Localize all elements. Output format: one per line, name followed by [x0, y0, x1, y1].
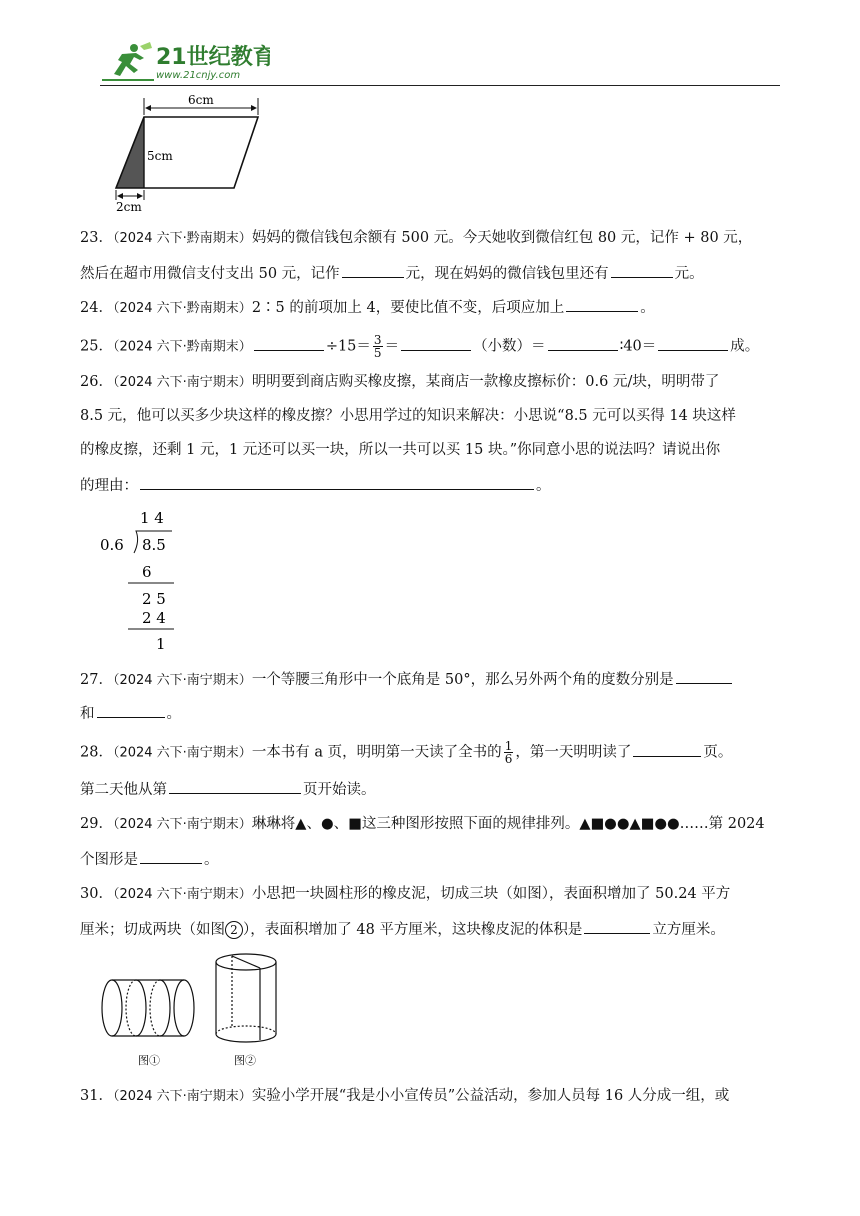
q25-decimal: （小数）＝ [473, 338, 546, 355]
q31-line1 [80, 1086, 729, 1107]
q27-line1 [80, 668, 734, 691]
q24-line [80, 296, 655, 319]
division-remainder: 1 [156, 635, 166, 653]
q30-source-tag: （2024 六下·南宁期末） [112, 887, 252, 902]
q28-frac-den: 6 [504, 752, 513, 766]
q26-line2 [80, 406, 736, 426]
division-step-3: 2 4 [142, 609, 166, 627]
q25-line [80, 334, 759, 359]
parallelogram-figure [108, 90, 268, 215]
site-logo [100, 40, 270, 84]
logo-text: 21世纪教育 [156, 45, 270, 70]
q23-text-line2b: 元，现在妈妈的微信钱包里还有 [405, 266, 609, 282]
q28-fraction [504, 740, 514, 765]
q24-source-tag: （2024 六下·黔南期末） [112, 301, 252, 316]
header-divider [100, 85, 780, 86]
cylinder-figure-2 [216, 954, 276, 1042]
q29-number: 29． [80, 816, 113, 832]
q26-text-line1: 明明要到商店购买橡皮擦，某商店一款橡皮擦标价：0.6 元/块，明明带了 [251, 374, 720, 390]
q27-text-line1: 一个等腰三角形中一个底角是 50°，那么另外两个角的度数分别是 [251, 672, 674, 688]
cylinder-figure-1 [102, 980, 194, 1036]
q27-text-line2a: 和 [80, 706, 95, 722]
q30-line1 [80, 884, 730, 905]
q28-text-line2a: 第二天他从第 [80, 782, 167, 798]
q28-blank-2[interactable] [169, 778, 301, 794]
q25-eq: ＝ [384, 338, 400, 355]
q27-line2 [80, 702, 181, 724]
height-label: 5cm [147, 149, 173, 163]
division-divisor: 0.6 [100, 536, 124, 554]
q25-blank-1[interactable] [254, 335, 324, 351]
q25-blank-2[interactable] [401, 335, 471, 351]
q30-line2 [80, 918, 725, 940]
q23-text-line2a: 然后在超市用微信支付支出 50 元，记作 [80, 266, 340, 282]
q24-number: 24． [80, 300, 113, 316]
fig2-label: 图② [234, 1054, 256, 1067]
q26-text-line3: 的橡皮擦，还剩 1 元，1 元还可以买一块，所以一共可以买 15 块。”你同意小思的说法吗？请说出你 [80, 442, 721, 458]
q31-source-tag: （2024 六下·南宁期末） [112, 1089, 252, 1104]
q27-number: 27． [80, 672, 113, 688]
q23-text-line2c: 元。 [674, 266, 704, 282]
q23-number: 23． [80, 230, 113, 246]
q30-text-line2b: ），表面积增加了 48 平方厘米，这块橡皮泥的体积是 [243, 922, 583, 938]
q26-reason-blank[interactable] [140, 474, 534, 490]
q25-frac-num: 3 [373, 333, 382, 347]
q25-source-tag: （2024 六下·黔南期末） [112, 339, 252, 355]
q28-text-line2b: 页开始读。 [303, 782, 376, 798]
q25-frac-den: 5 [373, 346, 382, 360]
q30-text-line2a: 厘米；切成两块（如图 [80, 922, 225, 938]
q29-text-line2b: 。 [204, 852, 219, 868]
q26-number: 26． [80, 374, 113, 390]
q24-text: 2∶5 的前项加上 4，要使比值不变，后项应加上 [251, 300, 565, 316]
q23-line2 [80, 262, 704, 284]
q27-text-line2b: 。 [166, 706, 181, 722]
division-dividend: 8.5 [142, 536, 166, 554]
q31-number: 31． [80, 1088, 113, 1104]
long-division-figure [98, 505, 188, 655]
q30-number: 30． [80, 886, 113, 902]
q28-text-line1a: 一本书有 a 页，明明第一天读了全书的 [251, 744, 502, 761]
q25-ratio: ∶40＝ [619, 338, 657, 355]
q24-end: 。 [640, 300, 655, 316]
q25-end: 成。 [730, 338, 760, 355]
q28-number: 28． [80, 744, 113, 761]
q25-blank-4[interactable] [658, 335, 728, 351]
division-quotient: 1 4 [140, 509, 164, 527]
q28-line2 [80, 778, 376, 800]
q23-blank-2[interactable] [611, 262, 673, 278]
q29-source-tag: （2024 六下·南宁期末） [112, 817, 252, 832]
q26-line1 [80, 372, 719, 393]
q26-line4 [80, 474, 551, 496]
q26-source-tag: （2024 六下·南宁期末） [112, 375, 252, 390]
q28-text-line1c: 页。 [703, 744, 733, 761]
q30-circled-number: 2 [225, 921, 243, 939]
q25-number: 25． [80, 338, 113, 355]
q28-frac-num: 1 [504, 739, 513, 753]
q29-line2 [80, 848, 219, 870]
top-length-label: 6cm [188, 93, 214, 107]
q30-blank[interactable] [584, 918, 650, 934]
q26-text-line2: 8.5 元，他可以买多少块这样的橡皮擦？小思用学过的知识来解决：小思说“8.5 元可以买得 14 块这样 [80, 408, 736, 424]
q23-line1 [80, 228, 752, 249]
q28-blank-1[interactable] [633, 741, 701, 757]
q29-blank[interactable] [140, 848, 202, 864]
q25-blank-3[interactable] [548, 335, 618, 351]
q27-blank-2[interactable] [97, 702, 165, 718]
q28-source-tag: （2024 六下·南宁期末） [112, 745, 252, 761]
q30-text-line2c: 立方厘米。 [652, 922, 725, 938]
logo-subtext: www.21cnjy.com [156, 70, 241, 81]
q23-source-tag: （2024 六下·黔南期末） [112, 231, 252, 246]
q27-blank-1[interactable] [676, 668, 732, 684]
q26-text-line4a: 的理由： [80, 478, 138, 494]
q25-div: ÷15＝ [325, 338, 371, 355]
q23-blank-1[interactable] [342, 262, 404, 278]
q26-text-line4b: 。 [536, 478, 551, 494]
cylinder-figures [98, 950, 288, 1070]
q28-line1 [80, 740, 732, 765]
q24-blank[interactable] [566, 296, 638, 312]
q29-text-line1: 琳琳将▲、●、■这三种图形按照下面的规律排列。▲■●●▲■●●……第 2024 [251, 816, 765, 832]
q31-text-line1: 实验小学开展“我是小小宣传员”公益活动，参加人员每 16 人分成一组，或 [251, 1088, 730, 1104]
q26-line3 [80, 440, 720, 460]
division-step-2: 2 5 [142, 590, 166, 608]
q25-fraction [373, 334, 383, 359]
fig1-label: 图① [138, 1054, 160, 1067]
q29-text-line2a: 个图形是 [80, 852, 138, 868]
base-length-label: 2cm [116, 200, 142, 214]
q23-text-line1: 妈妈的微信钱包余额有 500 元。今天她收到微信红包 80 元，记作 + 80 元， [251, 230, 753, 246]
q29-line1 [80, 814, 765, 835]
division-step-1: 6 [142, 563, 152, 581]
q27-source-tag: （2024 六下·南宁期末） [112, 673, 252, 688]
q28-text-line1b: ，第一天明明读了 [515, 744, 632, 761]
q30-text-line1: 小思把一块圆柱形的橡皮泥，切成三块（如图），表面积增加了 50.24 平方 [251, 886, 731, 902]
